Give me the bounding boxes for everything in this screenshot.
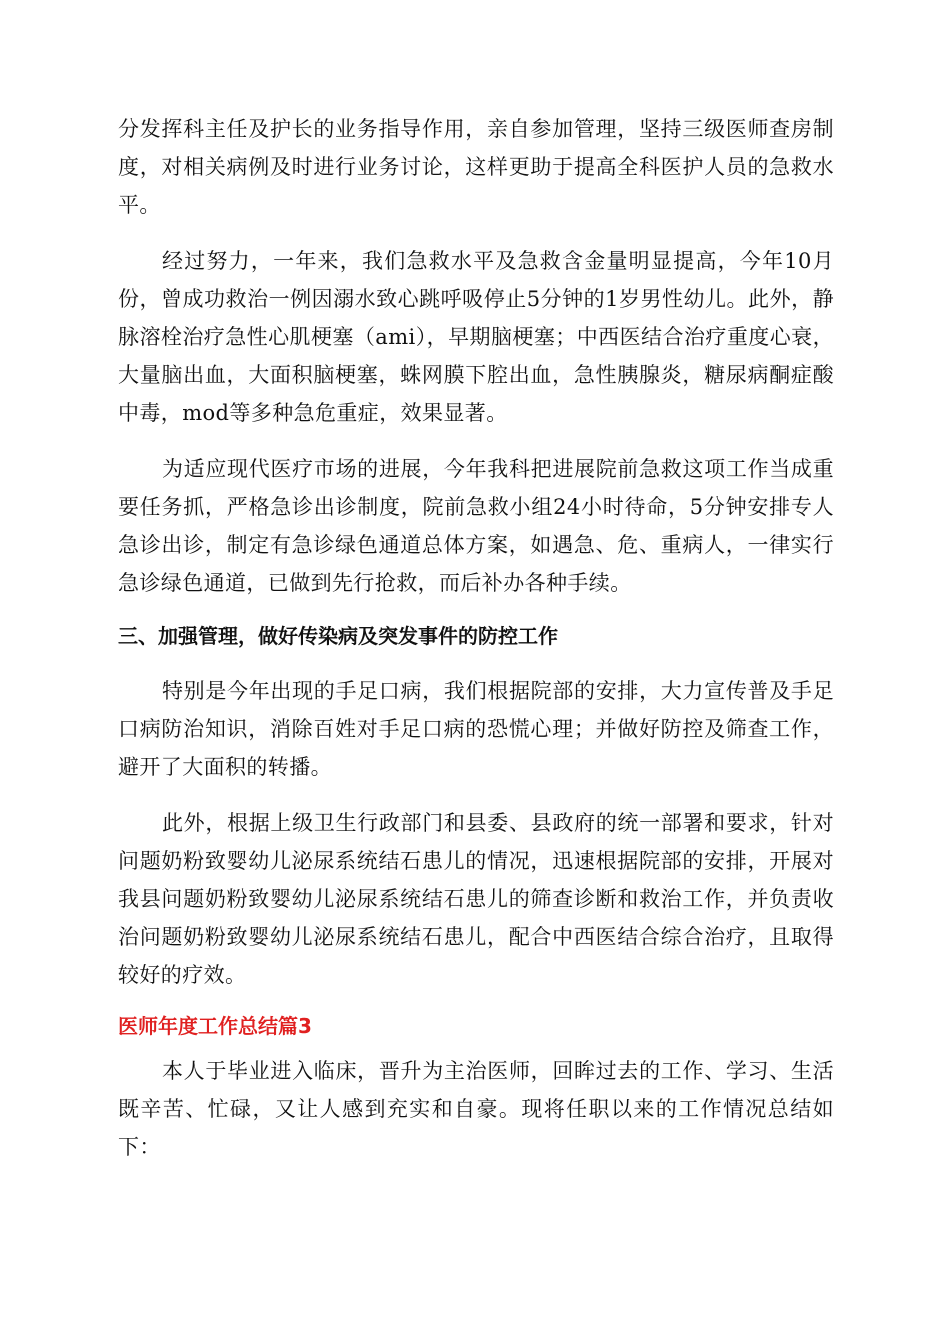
article-title: 医师年度工作总结篇3: [118, 1014, 312, 1038]
paragraph-hand-foot-mouth: 特别是今年出现的手足口病，我们根据院部的安排，大力宣传普及手足口病防治知识，消除百姓对手足口病的恐慌心理；并做好防控及筛查工作，避开了大面积的转播。: [118, 679, 834, 779]
paragraph-introduction: 本人于毕业进入临床，晋升为主治医师，回眸过去的工作、学习、生活既辛苦、忙碌，又让人感到充实和自豪。现将任职以来的工作情况总结如下：: [118, 1059, 834, 1159]
paragraph-supervision: 分发挥科主任及护长的业务指导作用，亲自参加管理，坚持三级医师查房制度，对相关病例及时进行业务讨论，这样更助于提高全科医护人员的急救水平。: [118, 117, 834, 217]
paragraph-emergency-results: 经过努力，一年来，我们急救水平及急救含金量明显提高，今年10月份，曾成功救治一例因溺水致心跳呼吸停止5分钟的1岁男性幼儿。此外，静脉溶栓治疗急性心肌梗塞（ami），早期脑梗塞；中西医结合治疗重度心衰，大量脑出血，大面积脑梗塞，蛛网膜下腔出血，急性胰腺炎，糖尿病酮症酸中毒，mod等多种急危重症，效果显著。: [118, 249, 834, 425]
paragraph-prehospital-care: 为适应现代医疗市场的进展，今年我科把进展院前急救这项工作当成重要任务抓，严格急诊出诊制度，院前急救小组24小时待命，5分钟安排专人急诊出诊，制定有急诊绿色通道总体方案，如遇急、危、重病人，一律实行急诊绿色通道，已做到先行抢救，而后补办各种手续。: [118, 457, 834, 595]
paragraph-milk-powder: 此外，根据上级卫生行政部门和县委、县政府的统一部署和要求，针对问题奶粉致婴幼儿泌尿系统结石患儿的情况，迅速根据院部的安排，开展对我县问题奶粉致婴幼儿泌尿系统结石患儿的筛查诊断和救治工作，并负责收治问题奶粉致婴幼儿泌尿系统结石患儿，配合中西医结合综合治疗，且取得较好的疗效。: [118, 811, 834, 987]
section-heading: 三、加强管理，做好传染病及突发事件的防控工作: [118, 624, 558, 648]
